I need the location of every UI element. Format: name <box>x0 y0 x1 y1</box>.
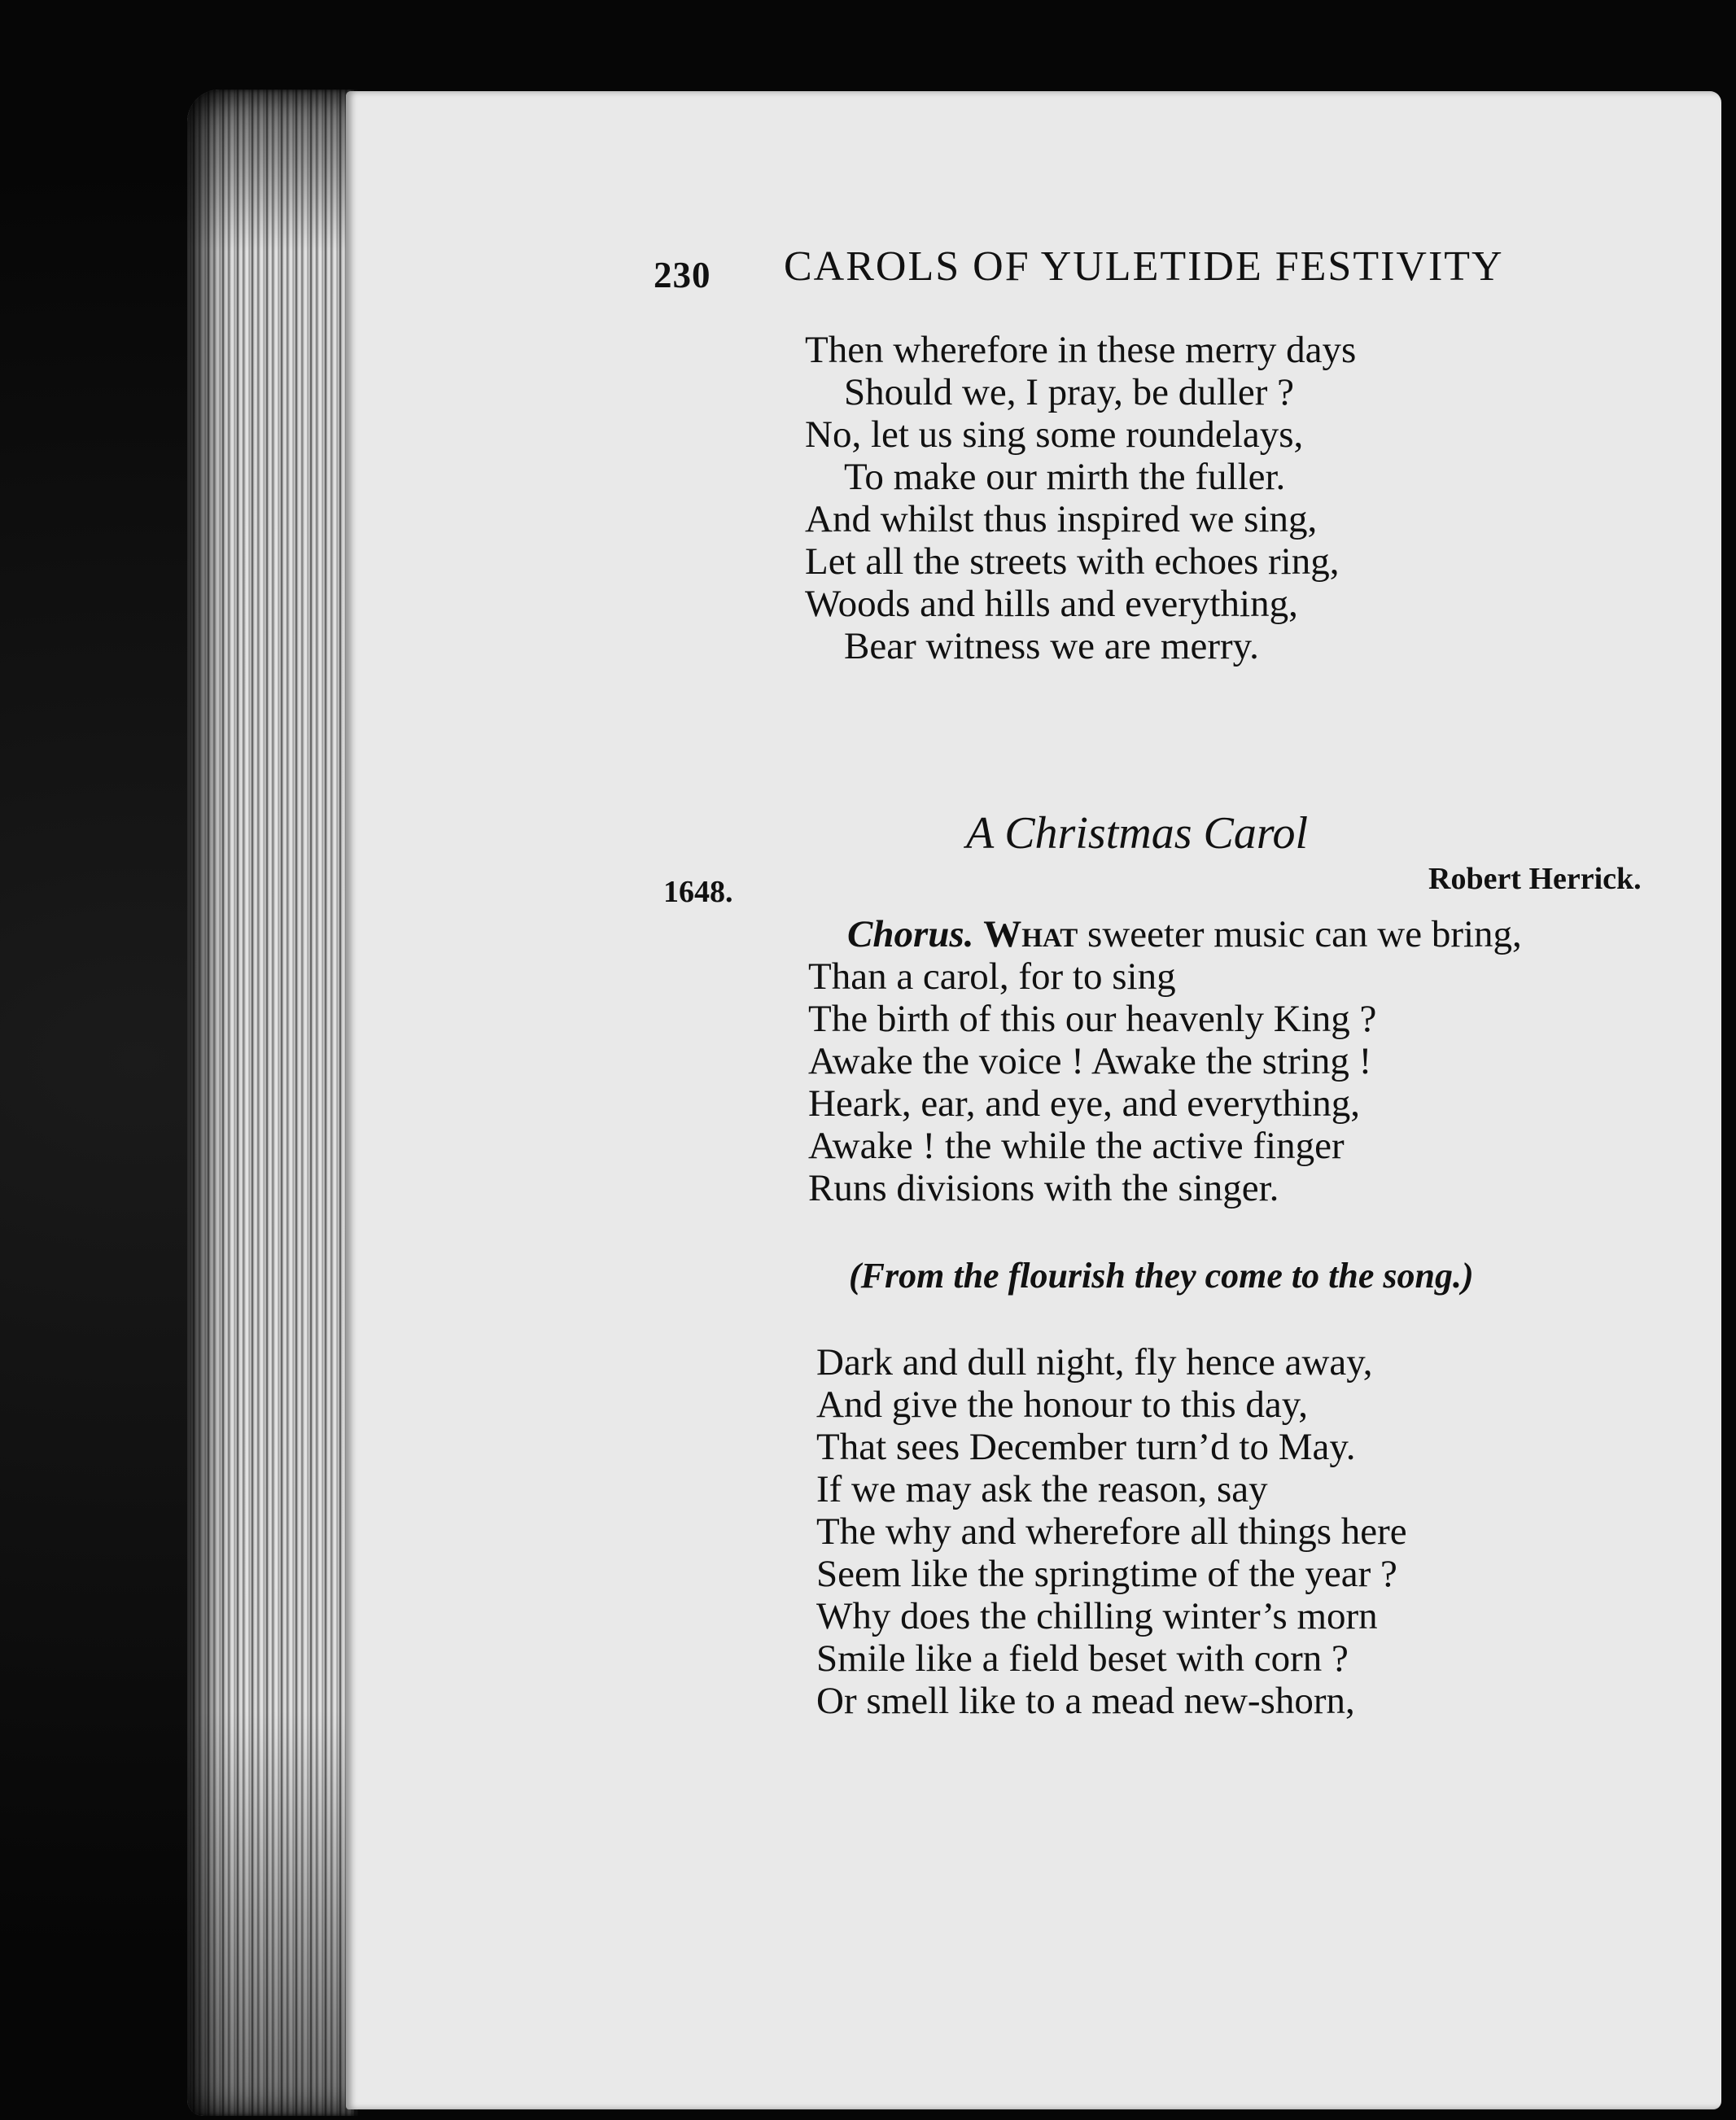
verse-line: Heark, ear, and eye, and everything, <box>808 1082 1360 1125</box>
page-number: 230 <box>654 255 711 295</box>
chorus-label: Chorus. <box>847 913 974 955</box>
verse-line: Woods and hills and everything, <box>805 583 1298 625</box>
carol-author: Robert Herrick. <box>1428 862 1642 896</box>
chorus-first-rest: sweeter music can we bring, <box>1078 913 1522 955</box>
song-stanza <box>816 1341 1407 1722</box>
verse-line: The birth of this our heavenly King ? <box>808 998 1377 1040</box>
verse-line: The why and wherefore all things here <box>816 1510 1407 1553</box>
verse-line: That sees December turn’d to May. <box>816 1426 1356 1468</box>
verse-line: Then wherefore in these merry days <box>805 329 1357 371</box>
chorus-stanza <box>808 913 1522 1209</box>
carol-year: 1648. <box>663 875 733 909</box>
verse-line: Runs divisions with the singer. <box>808 1167 1279 1209</box>
chorus-first-word: What <box>983 913 1078 955</box>
verse-line: Why does the chilling winter’s morn <box>816 1595 1378 1637</box>
verse-line: Dark and dull night, fly hence away, <box>816 1341 1373 1383</box>
previous-poem-stanza <box>805 329 1356 667</box>
stage-direction: (From the flourish they come to the song.) <box>849 1256 1474 1296</box>
verse-line: Than a carol, for to sing <box>808 955 1176 998</box>
verse-line: If we may ask the reason, say <box>816 1468 1268 1510</box>
verse-line: And whilst thus inspired we sing, <box>805 498 1318 540</box>
chorus-first-line <box>808 913 1522 955</box>
book-page <box>346 91 1721 2109</box>
verse-line: Or smell like to a mead new-shorn, <box>816 1680 1355 1722</box>
verse-line: And give the honour to this day, <box>816 1383 1308 1426</box>
verse-line: No, let us sing some roundelays, <box>805 413 1304 456</box>
verse-line: Awake the voice ! Awake the string ! <box>808 1040 1372 1082</box>
verse-line: Let all the streets with echoes ring, <box>805 540 1340 583</box>
carol-title: A Christmas Carol <box>966 808 1309 859</box>
verse-line: Seem like the springtime of the year ? <box>816 1553 1397 1595</box>
verse-line: Bear witness we are merry. <box>844 625 1259 667</box>
verse-line: Should we, I pray, be duller ? <box>844 371 1294 413</box>
running-title: CAROLS OF YULETIDE FESTIVITY <box>784 243 1504 290</box>
page-edges <box>187 90 358 2116</box>
verse-line: Smile like a field beset with corn ? <box>816 1637 1349 1680</box>
verse-line: To make our mirth the fuller. <box>844 456 1286 498</box>
verse-line: Awake ! the while the active finger <box>808 1125 1345 1167</box>
